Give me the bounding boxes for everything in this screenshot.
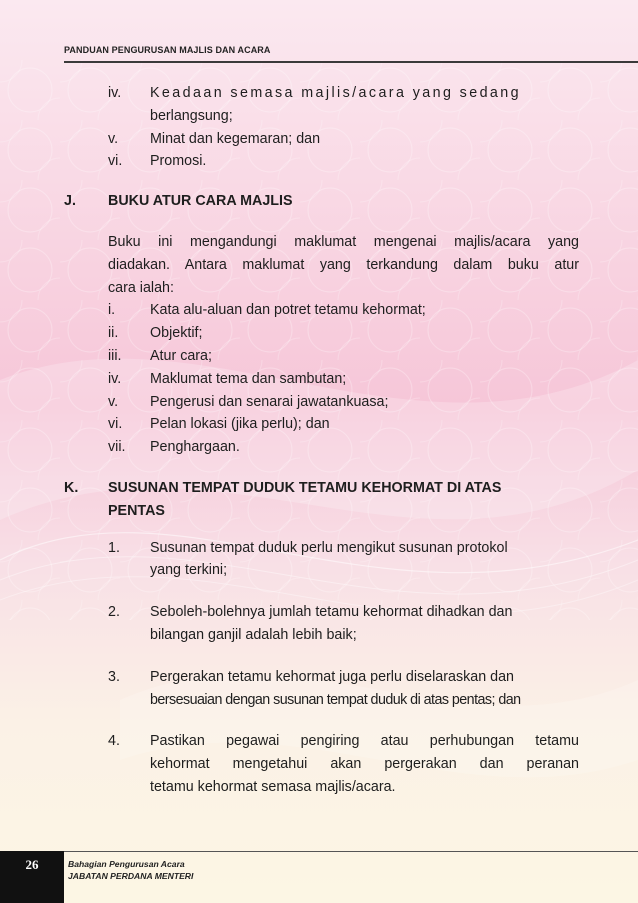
list-text: kehormat mengetahui akan pergerakan dan peranan [150,756,579,773]
list-text: bersesuaian dengan susunan tempat duduk di atas pentas; dan [150,691,521,708]
list-number: vii. [108,439,126,456]
list-text: Keadaan semasa majlis/acara yang sedang [150,85,521,101]
footer-rule [64,851,638,852]
list-number: iv. [108,370,122,387]
list-number: iv. [108,85,122,101]
list-item [108,537,579,583]
header-rule [64,61,638,63]
list-number: ii. [108,325,119,342]
section-title: PENTAS [108,502,165,519]
running-header: PANDUAN PENGURUSAN MAJLIS DAN ACARA [64,45,271,55]
section-letter: J. [64,193,76,210]
paragraph-line: Buku ini mengandungi maklumat mengenai majlis/acara yang [108,233,579,250]
list-text: Seboleh-bolehnya jumlah tetamu kehormat dihadkan dan [150,604,513,621]
list-text: Pelan lokasi (jika perlu); dan [150,416,330,433]
section-heading-k [64,477,579,523]
list-text: Minat dan kegemaran; dan [150,130,321,147]
list-text: Pergerakan tetamu kehormat juga perlu diselaraskan dan [150,668,514,685]
list-text: yang terkini; [150,562,228,579]
list-number: iii. [108,347,122,364]
list-item [108,322,579,345]
list-item [108,391,579,414]
list-text: Maklumat tema dan sambutan; [150,370,347,387]
list-item [108,299,579,322]
section-title: SUSUNAN TEMPAT DUDUK TETAMU KEHORMAT DI ATAS [108,479,502,496]
list-number: 1. [108,539,120,556]
list-item [108,82,579,128]
list-item [108,666,579,712]
section-heading-j [64,190,579,213]
list-text: Objektif; [150,325,203,342]
list-item [108,368,579,391]
list-text: tetamu kehormat semasa majlis/acara. [150,778,396,795]
list-item [108,345,579,368]
page-content [64,82,579,799]
list-number: v. [108,393,119,410]
top-list [64,82,579,173]
paragraph-line: cara ialah: [108,279,174,296]
list-item [108,436,579,459]
list-number: 2. [108,604,120,621]
page-number: 26 [0,851,64,903]
section-k-body [64,537,579,799]
list-text: Kata alu-aluan dan potret tetamu kehormat; [150,302,426,319]
list-text: Penghargaan. [150,439,240,456]
list-item [108,150,579,173]
list-text: bilangan ganjil adalah lebih baik; [150,626,357,643]
list-text: Promosi. [150,153,207,170]
list-item [108,601,579,647]
footer-organization: JABATAN PERDANA MENTERI [68,871,194,881]
list-number: 4. [108,733,120,750]
section-letter: K. [64,479,79,496]
paragraph-line: diadakan. Antara maklumat yang terkandung dalam buku atur [108,256,579,273]
list-text: Pengerusi dan senarai jawatankuasa; [150,393,389,410]
section-j-body [64,231,579,459]
list-text: Pastikan pegawai pengiring atau perhubungan tetamu [150,733,579,750]
list-item [108,730,579,798]
list-number: i. [108,302,116,319]
list-text: berlangsung; [150,107,233,124]
list-item [108,413,579,436]
list-number: vi. [108,416,123,433]
section-title: BUKU ATUR CARA MAJLIS [108,193,293,210]
footer [68,858,193,882]
list-text: Susunan tempat duduk perlu mengikut susunan protokol [150,539,508,556]
list-text: Atur cara; [150,347,212,364]
footer-department: Bahagian Pengurusan Acara [68,859,185,869]
list-number: v. [108,130,119,147]
list-item [108,128,579,151]
list-number: 3. [108,668,120,685]
list-number: vi. [108,153,123,170]
